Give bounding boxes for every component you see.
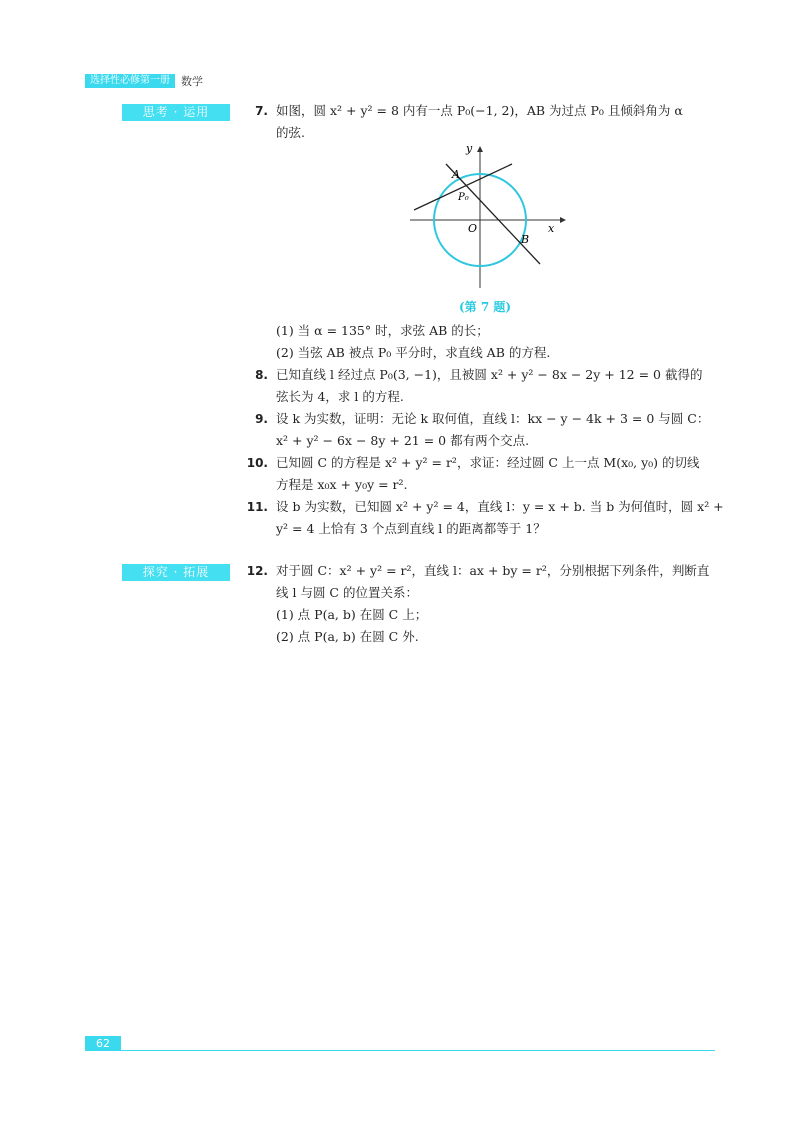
line-bisected-chord: [414, 164, 512, 210]
problem-text-line: y² = 4 上恰有 3 个点到直线 l 的距离都等于 1？: [276, 521, 546, 536]
problem-text-line: 设 b 为实数，已知圆 x² + y² = 4，直线 l：y = x + b. 当 b 为何值时，圆 x² +: [276, 499, 724, 514]
problem-text-line: 已知直线 l 经过点 P₀(3, −1)，且被圆 x² + y² − 8x − 2y + 12 = 0 截得的: [276, 367, 703, 382]
point-a-label: A: [452, 168, 460, 181]
problem-number: 11.: [246, 500, 268, 514]
problem-12: [246, 560, 720, 648]
y-axis-label: y: [466, 142, 473, 155]
problem-text-line: 方程是 x₀x + y₀y = r².: [276, 477, 408, 492]
x-axis-arrow: [560, 217, 566, 223]
subquestion-line: (2) 点 P(a, b) 在圆 C 外.: [276, 629, 419, 644]
problem-10: [246, 452, 720, 496]
problem-text-line: 线 l 与圆 C 的位置关系：: [276, 585, 418, 600]
problem-9: [250, 408, 720, 452]
problem-number: 9.: [255, 412, 268, 426]
subquestion-line: (1) 当 α = 135° 时，求弦 AB 的长；: [276, 323, 489, 338]
problem-text-line: 弦长为 4，求 l 的方程.: [276, 389, 404, 404]
problem-8: [250, 364, 720, 408]
x-axis-label: x: [548, 222, 555, 235]
problem-11: [246, 496, 724, 540]
problem-number: 7.: [255, 104, 268, 118]
problem-7-subquestions: [250, 320, 720, 364]
subquestion-line: (1) 点 P(a, b) 在圆 C 上；: [276, 607, 428, 622]
running-header: [85, 74, 203, 88]
page-number: 62: [85, 1036, 121, 1051]
problem-7: [250, 100, 720, 144]
problem-number: 10.: [246, 456, 268, 470]
origin-label: O: [468, 222, 478, 235]
y-axis-arrow: [477, 146, 483, 152]
point-b-label: B: [521, 233, 530, 246]
problem-text-line: 对于圆 C：x² + y² = r²，直线 l：ax + by = r²，分别根据下列条件，判断直: [276, 563, 710, 578]
circle-chord-figure: [400, 140, 570, 290]
problem-text-line: 如图，圆 x² + y² = 8 内有一点 P₀(−1, 2)，AB 为过点 P₀ 且倾斜角为 α: [276, 103, 683, 118]
subject-label: 数学: [181, 75, 203, 88]
footer-rule: [85, 1050, 715, 1051]
point-p0-label: P₀: [458, 192, 469, 203]
problem-text-line: 的弦.: [276, 125, 305, 140]
problem-text-line: x² + y² − 6x − 8y + 21 = 0 都有两个交点.: [276, 433, 530, 448]
problem-number: 12.: [246, 564, 268, 578]
section-label-explore-extend: 探究 · 拓展: [122, 564, 230, 581]
book-tag: 选择性必修第一册: [85, 74, 175, 88]
subquestion-line: (2) 当弦 AB 被点 P₀ 平分时，求直线 AB 的方程.: [276, 345, 551, 360]
problem-text-line: 已知圆 C 的方程是 x² + y² = r²，求证：经过圆 C 上一点 M(x₀, y₀) 的切线: [276, 455, 700, 470]
figure-caption: (第 7 题): [458, 300, 512, 314]
problem-text-line: 设 k 为实数，证明：无论 k 取何值，直线 l：kx − y − 4k + 3 = 0 与圆 C：: [276, 411, 710, 426]
section-label-think-apply: 思考 · 运用: [122, 104, 230, 121]
problem-number: 8.: [255, 368, 268, 382]
